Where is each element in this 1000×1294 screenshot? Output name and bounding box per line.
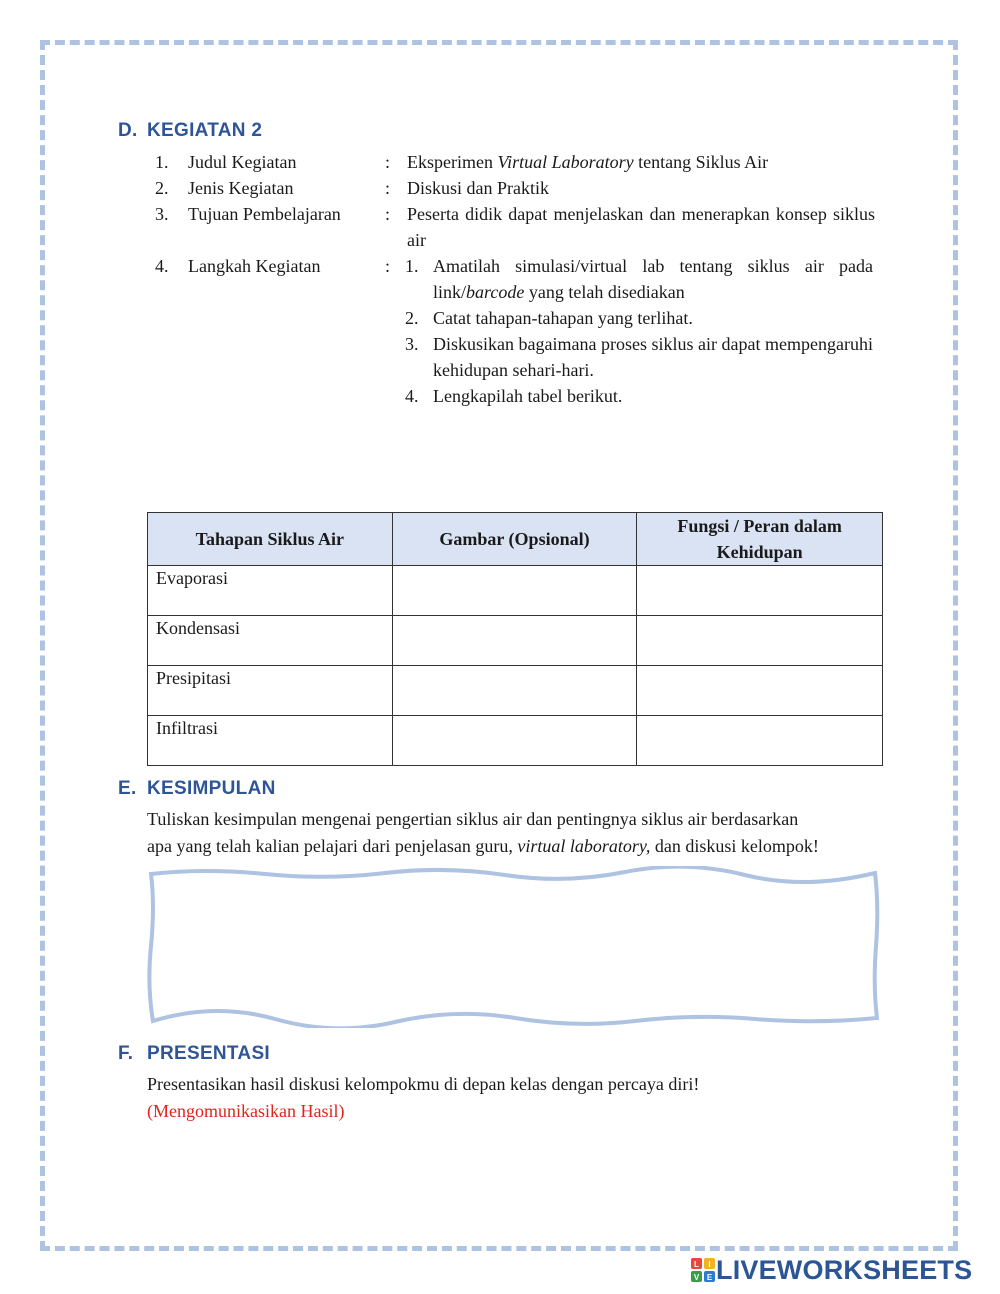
info-num: 1. — [155, 152, 169, 172]
table-cell-stage: Presipitasi — [148, 666, 393, 716]
table-row — [148, 616, 883, 666]
conclusion-line-2 — [147, 833, 887, 860]
info-num: 2. — [155, 178, 169, 198]
presentation-block — [147, 1071, 699, 1125]
table-cell-image-input[interactable] — [392, 716, 637, 766]
liveworksheets-logo[interactable] — [690, 1254, 972, 1286]
info-num: 4. — [155, 256, 169, 276]
svg-text:L: L — [694, 1260, 699, 1269]
svg-text:E: E — [706, 1273, 713, 1282]
table-cell-stage: Evaporasi — [148, 566, 393, 616]
liveworksheets-logo-icon — [690, 1257, 716, 1283]
section-e-title: KESIMPULAN — [147, 778, 276, 799]
info-label: Langkah Kegiatan — [188, 256, 321, 276]
steps-list — [405, 253, 873, 409]
step-text: Catat tahapan-tahapan yang terlihat. — [433, 308, 693, 328]
info-row-goal — [155, 201, 875, 253]
info-value-post: tentang Siklus Air — [633, 152, 769, 172]
info-label: Tujuan Pembelajaran — [188, 204, 341, 224]
info-colon: : — [385, 256, 391, 276]
info-label: Judul Kegiatan — [188, 152, 297, 172]
info-value — [407, 149, 875, 175]
svg-text:I: I — [708, 1260, 711, 1269]
section-f-letter: F. — [118, 1043, 134, 1064]
info-value: Diskusi dan Praktik — [407, 178, 549, 198]
conclusion-instructions — [147, 806, 887, 860]
answer-box-outline — [149, 867, 877, 1028]
step-item — [405, 305, 873, 331]
table-cell-stage: Infiltrasi — [148, 716, 393, 766]
step-item — [405, 331, 873, 383]
info-value-pre: Eksperimen — [407, 152, 498, 172]
step-text: Diskusikan bagaimana proses siklus air dapat mempengaruhi kehidupan sehari-hari. — [433, 334, 873, 380]
section-d-heading — [118, 120, 262, 142]
step-item — [405, 383, 873, 409]
table-row — [148, 716, 883, 766]
section-d-letter: D. — [118, 120, 138, 141]
step-num: 2. — [405, 308, 419, 328]
info-value: Peserta didik dapat menjelaskan dan menerapkan konsep siklus air — [407, 204, 875, 250]
water-cycle-table — [147, 512, 883, 766]
table-cell-function-input[interactable] — [637, 566, 883, 616]
step-text — [433, 253, 873, 305]
table-cell-function-input[interactable] — [637, 616, 883, 666]
table-cell-function-input[interactable] — [637, 716, 883, 766]
table-header-row — [148, 513, 883, 566]
step-text-italic: barcode — [466, 282, 525, 302]
presentation-text: Presentasikan hasil diskusi kelompokmu di depan kelas dengan percaya diri! — [147, 1074, 700, 1094]
info-colon: : — [385, 178, 391, 198]
step-num: 3. — [405, 334, 419, 354]
table-cell-image-input[interactable] — [392, 666, 637, 716]
table-cell-image-input[interactable] — [392, 616, 637, 666]
section-e-heading — [118, 778, 276, 800]
info-colon: : — [385, 204, 391, 224]
section-f-title: PRESENTASI — [147, 1043, 271, 1064]
section-d-title: KEGIATAN 2 — [147, 120, 263, 141]
table-cell-function-input[interactable] — [637, 666, 883, 716]
info-colon: : — [385, 152, 391, 172]
info-row-title — [155, 149, 875, 175]
info-num: 3. — [155, 204, 169, 224]
svg-text:V: V — [693, 1273, 700, 1282]
table-row — [148, 666, 883, 716]
step-text-pre: Amatilah simulasi/virtual lab tentang siklus air pada link/ — [433, 256, 873, 302]
table-cell-image-input[interactable] — [392, 566, 637, 616]
liveworksheets-logo-text: LIVEWORKSHEETS — [716, 1254, 973, 1285]
step-text-post: yang telah disediakan — [524, 282, 685, 302]
info-label: Jenis Kegiatan — [188, 178, 294, 198]
table-header-image: Gambar (Opsional) — [392, 513, 637, 566]
step-num: 4. — [405, 386, 419, 406]
step-num: 1. — [405, 256, 419, 276]
step-item — [405, 253, 873, 305]
conclusion-line-2-post: dan diskusi kelompok! — [650, 836, 819, 856]
table-header-stage: Tahapan Siklus Air — [148, 513, 393, 566]
table-cell-stage: Kondensasi — [148, 616, 393, 666]
conclusion-line-2-pre: apa yang telah kalian pelajari dari penjelasan guru, — [147, 836, 518, 856]
section-e-letter: E. — [118, 778, 137, 799]
conclusion-line-2-italic: virtual laboratory, — [517, 836, 651, 856]
info-row-type — [155, 175, 875, 201]
presentation-note: (Mengomunikasikan Hasil) — [147, 1101, 345, 1121]
table-row — [148, 566, 883, 616]
step-text: Lengkapilah tabel berikut. — [433, 386, 623, 406]
conclusion-line-1: Tuliskan kesimpulan mengenai pengertian siklus air dan pentingnya siklus air berdasarkan — [147, 809, 799, 829]
section-f-heading — [118, 1043, 270, 1065]
info-value-italic: Virtual Laboratory — [497, 152, 634, 172]
conclusion-answer-box[interactable] — [145, 866, 883, 1028]
table-header-function: Fungsi / Peran dalam Kehidupan — [637, 513, 883, 566]
